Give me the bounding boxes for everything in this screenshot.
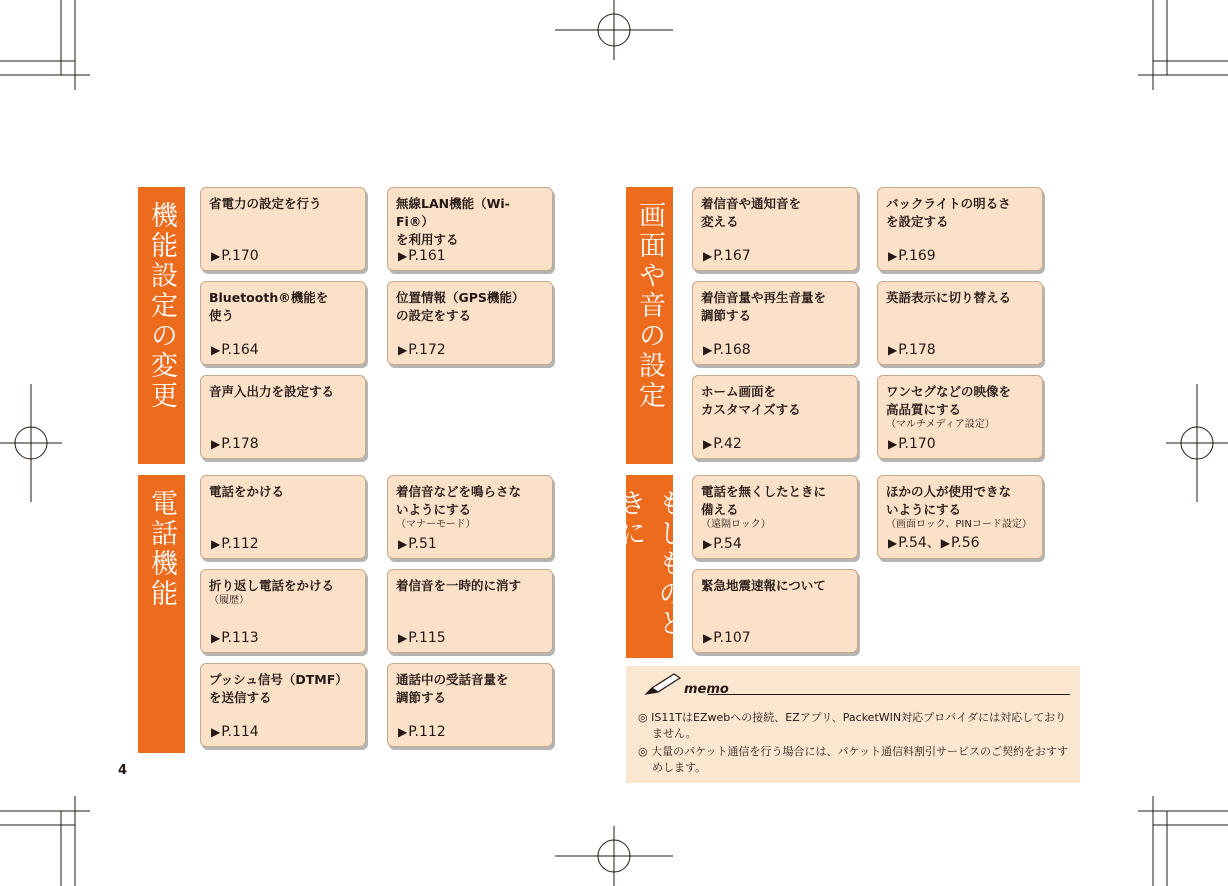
card-volume[interactable]: 着信音量や再生音量を 調節する ▶P.168 (692, 281, 858, 365)
section-tab-emergency: もしものときに (626, 475, 673, 658)
card-earthquake[interactable]: 緊急地震速報について ▶P.107 (692, 569, 858, 653)
card-manner-mode[interactable]: 着信音などを鳴らさな いようにする （マナーモード） ▶P.51 (387, 475, 553, 559)
pencil-icon (644, 672, 684, 696)
card-make-call[interactable]: 電話をかける ▶P.112 (200, 475, 366, 559)
card-gps[interactable]: 位置情報（GPS機能） の設定をする ▶P.172 (387, 281, 553, 365)
memo-box (626, 666, 1080, 783)
card-screen-lock[interactable]: ほかの人が使用できな いようにする （画面ロック、PINコード設定） ▶P.54、▶P.56 (877, 475, 1043, 559)
card-audio-io[interactable]: 音声入出力を設定する ▶P.178 (200, 375, 366, 459)
card-home-customize[interactable]: ホーム画面を カスタマイズする ▶P.42 (692, 375, 858, 459)
section-tab-screen-sound: 画面や音の設定 (626, 187, 673, 464)
card-english[interactable]: 英語表示に切り替える ▶P.178 (877, 281, 1043, 365)
card-dtmf[interactable]: プッシュ信号（DTMF） を送信する ▶P.114 (200, 663, 366, 747)
card-multimedia[interactable]: ワンセグなどの映像を 高品質にする （マルチメディア設定） ▶P.170 (877, 375, 1043, 459)
card-bluetooth[interactable]: Bluetooth®機能を 使う ▶P.164 (200, 281, 366, 365)
card-wifi[interactable]: 無線LAN機能（Wi-Fi®） を利用する ▶P.161 (387, 187, 553, 271)
section-tab-phone: 電話機能 (138, 475, 185, 753)
section-tab-settings: 機能設定の変更 (138, 187, 185, 464)
card-ringtone[interactable]: 着信音や通知音を 変える ▶P.167 (692, 187, 858, 271)
memo-item: ◎ IS11TはEZwebへの接続、EZアプリ、PacketWIN対応プロバイダには対応しておりません。 (638, 711, 1067, 740)
card-call-volume[interactable]: 通話中の受話音量を 調節する ▶P.112 (387, 663, 553, 747)
card-remote-lock[interactable]: 電話を無くしたときに 備える （遠隔ロック） ▶P.54 (692, 475, 858, 559)
card-call-back[interactable]: 折り返し電話をかける （履歴） ▶P.113 (200, 569, 366, 653)
card-backlight[interactable]: バックライトの明るさ を設定する ▶P.169 (877, 187, 1043, 271)
card-mute-ringtone[interactable]: 着信音を一時的に消す ▶P.115 (387, 569, 553, 653)
memo-item: ◎ 大量のパケット通信を行う場合には、パケット通信料割引サービスのご契約をおすすめします。 (638, 745, 1069, 774)
card-power-saving[interactable]: 省電力の設定を行う ▶P.170 (200, 187, 366, 271)
memo-list (638, 710, 1074, 778)
memo-divider (708, 694, 1070, 695)
memo-title: memo (684, 682, 729, 697)
page-number: 4 (118, 763, 128, 778)
